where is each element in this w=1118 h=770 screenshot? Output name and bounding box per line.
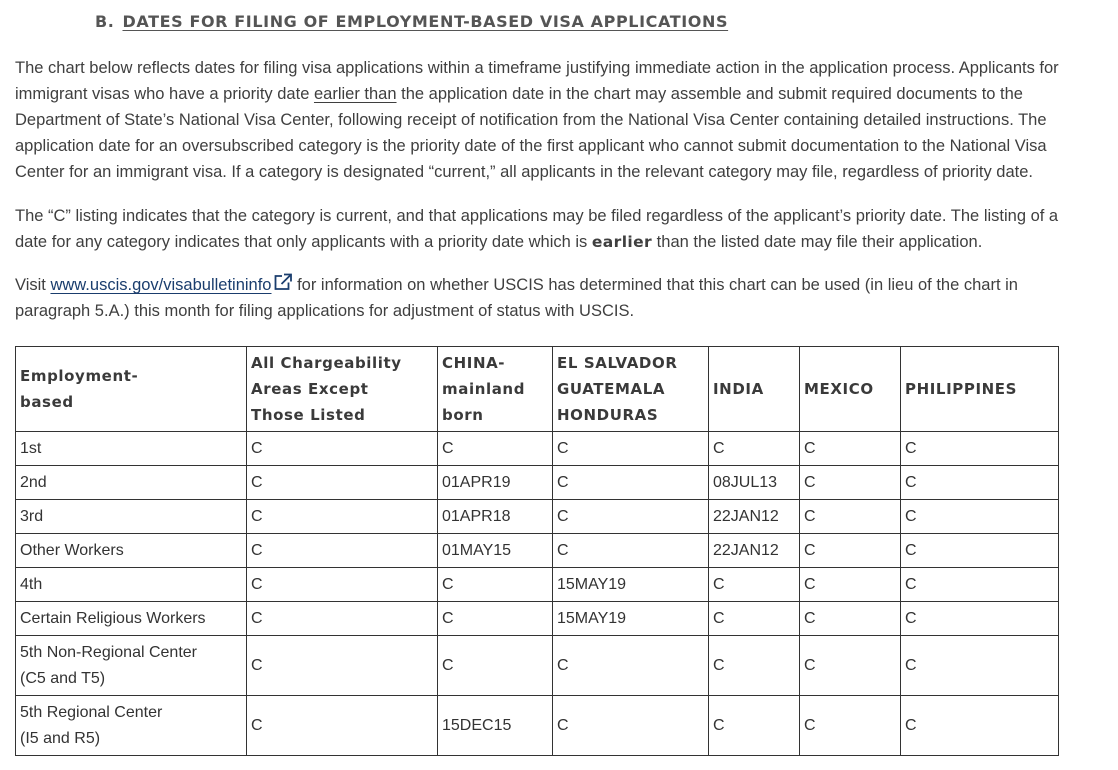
table-cell: C	[901, 466, 1059, 500]
table-cell: C	[800, 500, 901, 534]
table-row	[16, 534, 1059, 568]
section-letter: B.	[95, 12, 115, 31]
table-cell: C	[247, 466, 438, 500]
table-cell: 22JAN12	[709, 500, 800, 534]
uscis-link[interactable]: www.uscis.gov/visabulletininfo	[50, 276, 272, 294]
table-cell: C	[800, 432, 901, 466]
table-cell: C	[438, 602, 553, 636]
row-category: 3rd	[16, 500, 247, 534]
table-row	[16, 466, 1059, 500]
section-heading	[95, 12, 728, 31]
table-cell: C	[553, 534, 709, 568]
table-cell: 15DEC15	[438, 696, 553, 756]
table-cell: C	[800, 534, 901, 568]
table-cell: C	[709, 696, 800, 756]
table-body	[16, 432, 1059, 756]
table-cell: 08JUL13	[709, 466, 800, 500]
table-cell: C	[901, 636, 1059, 696]
table-cell: 01APR19	[438, 466, 553, 500]
table-cell: C	[438, 636, 553, 696]
table-cell: C	[709, 568, 800, 602]
table-cell: C	[800, 602, 901, 636]
table-cell: C	[247, 500, 438, 534]
table-cell: C	[247, 534, 438, 568]
intro-text-end: the application date in the chart may assemble and submit required documents to the Department of State’s National Visa Center, following receipt of notification from the National Visa Center containing detailed instructions. The application date for an oversubscribed category is the priority date of the first applicant who cannot submit documentation to the National Visa Center for an immigrant visa. If a category is designated “current,” all applicants in the relevant category may file, regardless of priority date.	[15, 85, 1047, 181]
table-cell: C	[800, 696, 901, 756]
table-cell: 15MAY19	[553, 602, 709, 636]
table-row	[16, 602, 1059, 636]
row-category: 2nd	[16, 466, 247, 500]
table-cell: C	[553, 432, 709, 466]
row-category: Certain Religious Workers	[16, 602, 247, 636]
current-text-end: than the listed date may file their application.	[652, 233, 983, 251]
earlier-emphasis: earlier	[591, 233, 653, 251]
current-listing-paragraph	[15, 203, 1065, 255]
table-cell: C	[553, 466, 709, 500]
filing-dates-table	[15, 346, 1059, 756]
table-cell: 01APR18	[438, 500, 553, 534]
table-row	[16, 432, 1059, 466]
table-cell: C	[709, 636, 800, 696]
table-cell: C	[800, 568, 901, 602]
table-cell: C	[247, 636, 438, 696]
table-cell: C	[438, 432, 553, 466]
current-text-start: The “C” listing indicates that the category is current, and that applications may be filed regardless of the applicant’s priority date. The listing of a date for any category indicates that only applicants with a priority date which is	[15, 207, 1059, 251]
row-category: 4th	[16, 568, 247, 602]
table-cell: C	[553, 636, 709, 696]
row-category: 5th Regional Center (I5 and R5)	[16, 696, 247, 756]
col-header-india: INDIA	[709, 347, 800, 432]
section-title: DATES FOR FILING OF EMPLOYMENT-BASED VISA APPLICATIONS	[122, 12, 729, 31]
table-cell: C	[553, 696, 709, 756]
col-header-el-salvador: EL SALVADOR GUATEMALA HONDURAS	[553, 347, 709, 432]
table-cell: C	[800, 636, 901, 696]
col-header-philippines: PHILIPPINES	[901, 347, 1059, 432]
table-cell: 01MAY15	[438, 534, 553, 568]
uscis-text-end: for information on whether USCIS has determined that this chart can be used (in lieu of the chart in paragraph 5.A.) this month for filing applications for adjustment of status with USCIS.	[15, 276, 1018, 320]
col-header-employment-based: Employment- based	[16, 347, 247, 432]
row-category: Other Workers	[16, 534, 247, 568]
table-cell: C	[247, 602, 438, 636]
table-cell: C	[709, 432, 800, 466]
table-row	[16, 568, 1059, 602]
table-cell: C	[901, 534, 1059, 568]
table-cell: C	[709, 602, 800, 636]
row-category: 1st	[16, 432, 247, 466]
table-cell: 22JAN12	[709, 534, 800, 568]
uscis-paragraph	[15, 272, 1065, 324]
col-header-mexico: MEXICO	[800, 347, 901, 432]
table-cell: C	[247, 568, 438, 602]
table-cell: C	[901, 602, 1059, 636]
table-cell: C	[901, 568, 1059, 602]
earlier-than-emphasis: earlier than	[313, 85, 397, 103]
table-row	[16, 636, 1059, 696]
row-category: 5th Non-Regional Center (C5 and T5)	[16, 636, 247, 696]
table-row	[16, 696, 1059, 756]
external-link-icon[interactable]	[273, 273, 293, 291]
table-header-row	[16, 347, 1059, 432]
intro-paragraph	[15, 55, 1065, 185]
intro-text-start: The chart below reflects dates for filing visa applications within a timeframe justifying immediate action in the application process. Applicants for immigrant visas who have a priority date	[15, 59, 1059, 103]
table-cell: C	[901, 696, 1059, 756]
table-cell: C	[247, 432, 438, 466]
table-cell: C	[553, 500, 709, 534]
table-row	[16, 500, 1059, 534]
table-cell: C	[901, 500, 1059, 534]
table-cell: 15MAY19	[553, 568, 709, 602]
table-cell: C	[438, 568, 553, 602]
table-cell: C	[901, 432, 1059, 466]
table-cell: C	[800, 466, 901, 500]
visit-text: Visit	[15, 276, 51, 294]
table-cell: C	[247, 696, 438, 756]
col-header-all-chargeability: All Chargeability Areas Except Those Listed	[247, 347, 438, 432]
col-header-china: CHINA- mainland born	[438, 347, 553, 432]
